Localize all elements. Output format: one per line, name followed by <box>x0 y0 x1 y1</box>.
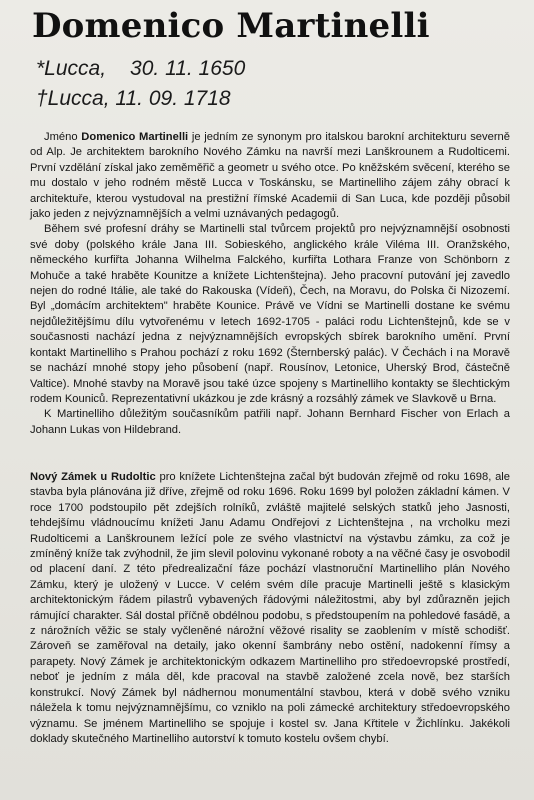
bio-p1-pre: Jméno <box>44 131 82 143</box>
castle-p1-body: pro knížete Lichtenštejna začal být budován zřejmě od roku 1698, ale stavba byla plánována již dříve, zřejmě od roku 1696. Roku 1699 byl položen základní kámen. V roce 1700 podstoupilo pět zdejších rolníků, zvláště majitelé selských statků jeho Jasnosti, tehdejšímu vládnoucímu knížeti Janu Adamu Ondřejovi z Lichtenštejna , na vrcholku mezi Rudolticemi a Lanškrounem ležící pole ze svého vlastnictví na výstavbu zámku, za což je zmíněný kníže tak zvýhodnil, že jim slevil polovinu vykonané roboty a na věčné časy je osvobodil od placení daní. Z této předrealizační fáze pochází vlastnoruční Martinelliho plán Nového Zámku, který je uložený v Lucce. V celém svém díle pracuje Martinelli ještě s klasickým architektonickým řádem pilastrů vybavených řádovými náležitostmi, aby byl zdůrazněn jejich rámující charakter. Sál dostal příčně obdélnou podobu, s předstoupením na pohledové fasádě, a z nárožních věžic se staly vyčleněné nárožní věžové risality se zaoblením v místě schodišť. Zároveň se zaměřoval na detaily, jako okenní šambrány nebo ostění, nadokenní římsy a parapety. <box>30 471 510 668</box>
page-title: Domenico Martinelli <box>32 6 430 46</box>
castle-section <box>30 470 510 747</box>
architect-name: Domenico Martinelli <box>81 131 189 143</box>
birth-date: 30. 11. 1650 <box>130 57 246 80</box>
birth-place: *Lucca, <box>36 57 107 80</box>
castle-paragraph-1 <box>30 470 510 747</box>
death-line: †Lucca, 11. 09. 1718 <box>36 87 231 110</box>
bio-paragraph-3: K Martinelliho důležitým současníkům patřili např. Johann Bernhard Fischer von Erlach a Johann Lukas von Hildebrand. <box>30 408 510 436</box>
bio-paragraph-2: Během své profesní dráhy se Martinelli stal tvůrcem projektů pro nejvýznamnější osobnosti své doby (polského krále Jana III. Sobieského, anglického krále Viléma III. Oranžského, německého kurfiřta Johanna Wilhelma Falckého, kurfiřta Lothara Franze von Schönborn z Mohuče a také hraběte Kounitze a knížete Lichtenštejna). Jeho pracovní putování jej zavedlo nejen do rodné Itálie, ale také do Rakouska (Vídeň), Čech, na Moravu, do Polska či Nizozemí. Byl „domácím architektem" hraběte Kounice. Právě ve Vídni se Martinelli dostane ke svému nejdůležitějšímu dílu vytvořenému v letech 1692-1705 - paláci rodu Lichtenštejnů, kde se v současnosti nachází jedna z nejvýznamnějších evropských sbírek barokního umění. První kontakt Martinelliho s Prahou pochází z roku 1692 (Šternberský palác). V Čechách i na Moravě se nachází mnohé stopy jeho působení (např. Rousínov, Letonice, Uherský Brod, částečně Valtice). Mnohé stavby na Moravě jsou také úzce spojeny s Martinelliho kontakty se šlechtickým rodem Kouniců. Reprezentativní ukázkou je zde krásný a rozsáhlý zámek ve Slavkově u Brna. <box>30 223 510 405</box>
biography-section <box>30 130 510 438</box>
castle-p2-body: Nový Zámek je architektonickým odkazem Martinelliho pro středoevropské prostředí, neboť je jedním z mála děl, kde pracoval na stavbě založené zcela nově, bez starších konstrukcí. Nový Zámek byl nádhernou monumentální stavbou, která v době svého vzniku náležela k tomu nejvýznamnějšímu, co vzniklo na poli zámecké architektury středoevropského významu. Se jménem Martinelliho se spojuje i kostel sv. Jana Křtitele v Žichlínku. Jakékoli doklady skutečného Martinelliho autorství k tomuto kostelu ovšem chybí. <box>30 655 511 745</box>
bio-paragraph-1 <box>30 130 510 222</box>
bio-p1-post: je jedním ze synonym pro italskou barokní architekturu severně od Alp. Je architektem barokního Nového Zámku na navrší mezi Lanškrounem a Rudolticemi. První vzdělání získal jako zeměměřič a geometr u svého otce. Po kněžském svěcení, kterého se mu dostalo v jeho rodném městě Lucca v Toskánsku, se Martinelliho zájem záhy obrací k architektuře, kterou vystudoval na prestižní římské Academii di San Luca, kde později působil jako jeden z nejvýznamnějších a velmi uznávaných pedagogů. <box>30 131 510 221</box>
birth-line <box>36 57 245 81</box>
castle-heading: Nový Zámek u Rudoltic <box>30 471 156 483</box>
